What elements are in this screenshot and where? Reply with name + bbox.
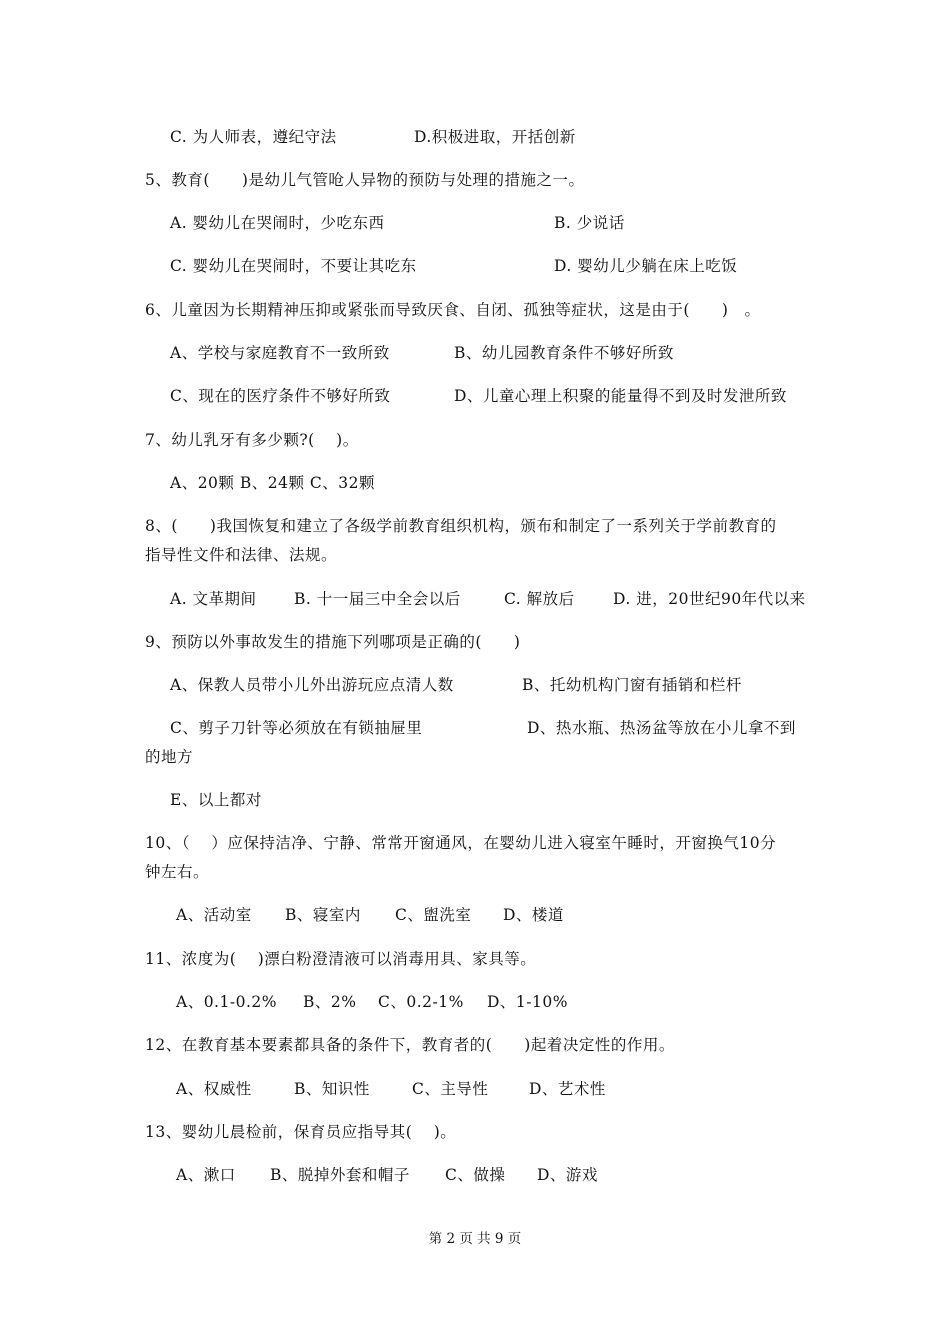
question-8-line-1: 8、( )我国恢复和建立了各级学前教育组织机构，颁布和制定了一系列关于学前教育的 — [145, 517, 777, 535]
q6-option-c: C、现在的医疗条件不够好所致 — [170, 387, 391, 405]
q6-option-d: D、儿童心理上积聚的能量得不到及时发泄所致 — [454, 387, 787, 405]
q12-option-b: B、知识性 — [294, 1080, 370, 1098]
q10-option-a: A、活动室 — [176, 906, 252, 924]
q5-option-b: B. 少说话 — [554, 214, 625, 232]
q6-option-b: B、幼儿园教育条件不够好所致 — [454, 344, 674, 362]
q8-option-a: A. 文革期间 — [170, 590, 257, 608]
question-11: 11、浓度为( )漂白粉澄清液可以消毒用具、家具等。 — [145, 950, 537, 968]
question-5: 5、教育( )是幼儿气管呛人异物的预防与处理的措施之一。 — [145, 171, 585, 189]
q8-option-c: C. 解放后 — [504, 590, 575, 608]
q6-option-a: A、学校与家庭教育不一致所致 — [170, 344, 390, 362]
q11-option-c: C、0.2-1% — [378, 993, 464, 1011]
q9-option-d-continued: 的地方 — [145, 748, 194, 766]
q8-option-d: D. 进，20世纪90年代以来 — [613, 590, 806, 608]
page-number-footer: 第 2 页 共 9 页 — [428, 1231, 522, 1247]
q10-option-d: D、楼道 — [503, 906, 564, 924]
q4-option-d: D.积极进取，开括创新 — [414, 128, 576, 146]
question-12: 12、在教育基本要素都具备的条件下，教育者的( )起着决定性的作用。 — [145, 1036, 675, 1054]
q5-option-a: A. 婴幼儿在哭闹时，少吃东西 — [170, 214, 385, 232]
q8-option-b: B. 十一届三中全会以后 — [294, 590, 461, 608]
q9-option-e: E、以上都对 — [170, 791, 262, 809]
q13-option-c: C、做操 — [445, 1166, 506, 1184]
q4-option-c: C. 为人师表，遵纪守法 — [170, 128, 337, 146]
question-13: 13、婴幼儿晨检前，保育员应指导其( )。 — [145, 1123, 457, 1141]
q12-option-d: D、艺术性 — [529, 1080, 606, 1098]
question-8-line-2: 指导性文件和法律、法规。 — [145, 546, 338, 564]
q11-option-b: B、2% — [303, 993, 357, 1011]
q12-option-a: A、权威性 — [176, 1080, 252, 1098]
q9-option-d: D、热水瓶、热汤盆等放在小儿拿不到 — [527, 719, 796, 737]
q5-option-d: D. 婴幼儿少躺在床上吃饭 — [554, 257, 738, 275]
q7-options: A、20颗 B、24颗 C、32颗 — [170, 474, 375, 492]
q13-option-a: A、漱口 — [176, 1166, 236, 1184]
q10-option-b: B、寝室内 — [285, 906, 361, 924]
q9-option-a: A、保教人员带小儿外出游玩应点清人数 — [170, 676, 454, 694]
question-6: 6、儿童因为长期精神压抑或紧张而导致厌食、自闭、孤独等症状，这是由于( ) 。 — [145, 301, 761, 319]
q5-option-c: C. 婴幼儿在哭闹时，不要让其吃东 — [170, 257, 417, 275]
q13-option-b: B、脱掉外套和帽子 — [270, 1166, 410, 1184]
q9-option-b: B、托幼机构门窗有插销和栏杆 — [522, 676, 742, 694]
q9-option-c: C、剪子刀针等必须放在有锁抽屉里 — [170, 719, 423, 737]
question-9: 9、预防以外事故发生的措施下列哪项是正确的( ) — [145, 633, 521, 651]
question-7: 7、幼儿乳牙有多少颗?( )。 — [145, 431, 359, 449]
q13-option-d: D、游戏 — [537, 1166, 598, 1184]
q10-option-c: C、盥洗室 — [395, 906, 472, 924]
q11-option-a: A、0.1-0.2% — [176, 993, 277, 1011]
question-10-line-1: 10、（ ）应保持洁净、宁静、常常开窗通风，在婴幼儿进入寝室午睡时，开窗换气10分 — [145, 834, 777, 852]
question-10-line-2: 钟左右。 — [145, 863, 210, 881]
q11-option-d: D、1-10% — [487, 993, 568, 1011]
q12-option-c: C、主导性 — [412, 1080, 489, 1098]
